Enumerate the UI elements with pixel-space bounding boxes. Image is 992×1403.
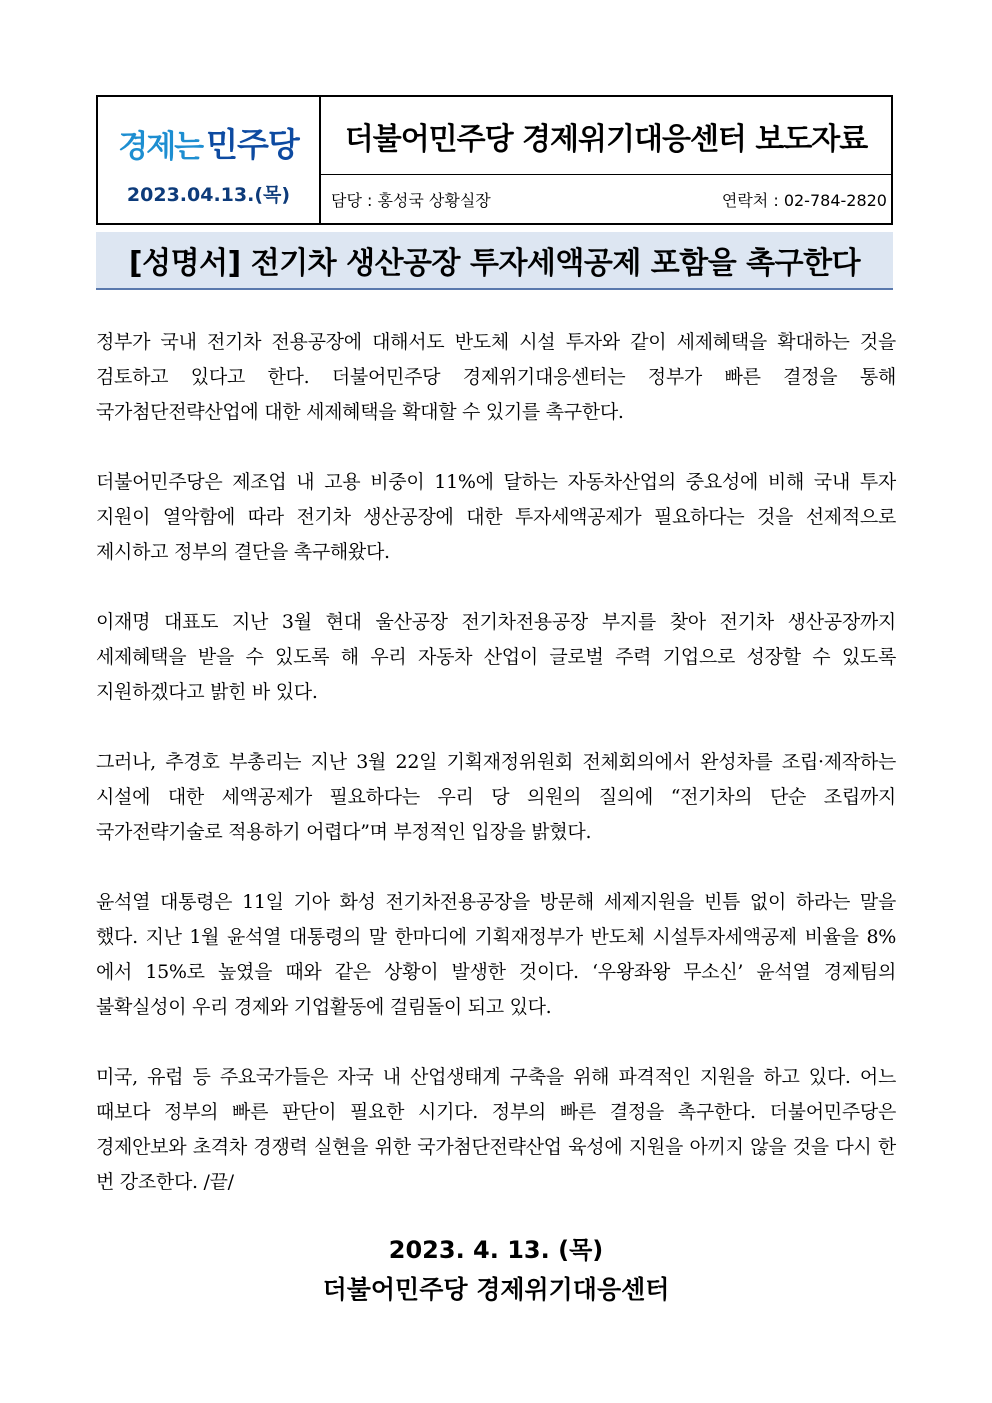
body-paragraph: 정부가 국내 전기차 전용공장에 대해서도 반도체 시설 투자와 같이 세제혜택을 확대하는 것을 검토하고 있다고 한다. 더불어민주당 경제위기대응센터는 정부가 빠른 결정을 통해 국가첨단전략산업에 대한 세제혜택을 확대할 수 있기를 촉구한다.	[96, 331, 896, 423]
statement-body	[96, 325, 896, 1235]
contact-phone: 연락처 : 02-784-2820	[721, 190, 887, 210]
footer-organization: 더불어민주당 경제위기대응센터	[322, 1275, 670, 1304]
body-paragraph: 미국, 유럽 등 주요국가들은 자국 내 산업생태계 구축을 위해 파격적인 지원을 하고 있다. 어느 때보다 정부의 빠른 판단이 필요한 시기다. 정부의 빠른 결정을 촉구한다. 더불어민주당은 경제안보와 초격차 경쟁력 실현을 위한 국가첨단전략산업 육성에 지원을 아끼지 않을 것을 다시 한 번 강조한다. /끝/	[96, 1066, 896, 1193]
footer-date: 2023. 4. 13. (목)	[388, 1236, 604, 1264]
logo-cell	[98, 97, 321, 223]
body-paragraph: 더불어민주당은 제조업 내 고용 비중이 11%에 달하는 자동차산업의 중요성에 비해 국내 투자 지원이 열악함에 따라 전기차 생산공장에 대한 투자세액공제가 필요하다는 것을 선제적으로 제시하고 정부의 결단을 촉구해왔다.	[96, 471, 896, 563]
party-logo	[118, 119, 298, 166]
press-release-header	[96, 95, 893, 225]
logo-text-party: 민주당	[206, 125, 299, 164]
contact-row	[321, 175, 891, 223]
body-paragraph: 이재명 대표도 지난 3월 현대 울산공장 전기차전용공장 부지를 찾아 전기차 생산공장까지 세제혜택을 받을 수 있도록 해 우리 자동차 산업이 글로벌 주력 기업으로 성장할 수 있도록 지원하겠다고 밝힌 바 있다.	[96, 611, 896, 703]
body-paragraph: 그러나, 추경호 부총리는 지난 3월 22일 기획재정위원회 전체회의에서 완성차를 조립·제작하는 시설에 대한 세액공제가 필요하다는 우리 당 의원의 질의에 “전기차의 단순 조립까지 국가전략기술로 적용하기 어렵다”며 부정적인 입장을 밝혔다.	[96, 751, 896, 843]
body-paragraph: 윤석열 대통령은 11일 기아 화성 전기차전용공장을 방문해 세제지원을 빈틈 없이 하라는 말을 했다. 지난 1월 윤석열 대통령의 말 한마디에 기획재정부가 반도체 시설투자세액공제 비율을 8%에서 15%로 높였을 때와 같은 상황이 발생한 것이다. ‘우왕좌왕 무소신’ 윤석열 경제팀의 불확실성이 우리 경제와 기업활동에 걸림돌이 되고 있다.	[96, 891, 896, 1018]
logo-text-economy: 경제는	[118, 129, 203, 165]
logo-date: 2023.04.13.(목)	[126, 184, 291, 206]
statement-headline: [성명서] 전기차 생산공장 투자세액공제 포함을 촉구한다	[96, 232, 893, 290]
header-info-cell	[321, 97, 891, 223]
press-release-title: 더불어민주당 경제위기대응센터 보도자료	[321, 97, 891, 175]
contact-person: 담당 : 홍성국 상황실장	[331, 190, 491, 210]
